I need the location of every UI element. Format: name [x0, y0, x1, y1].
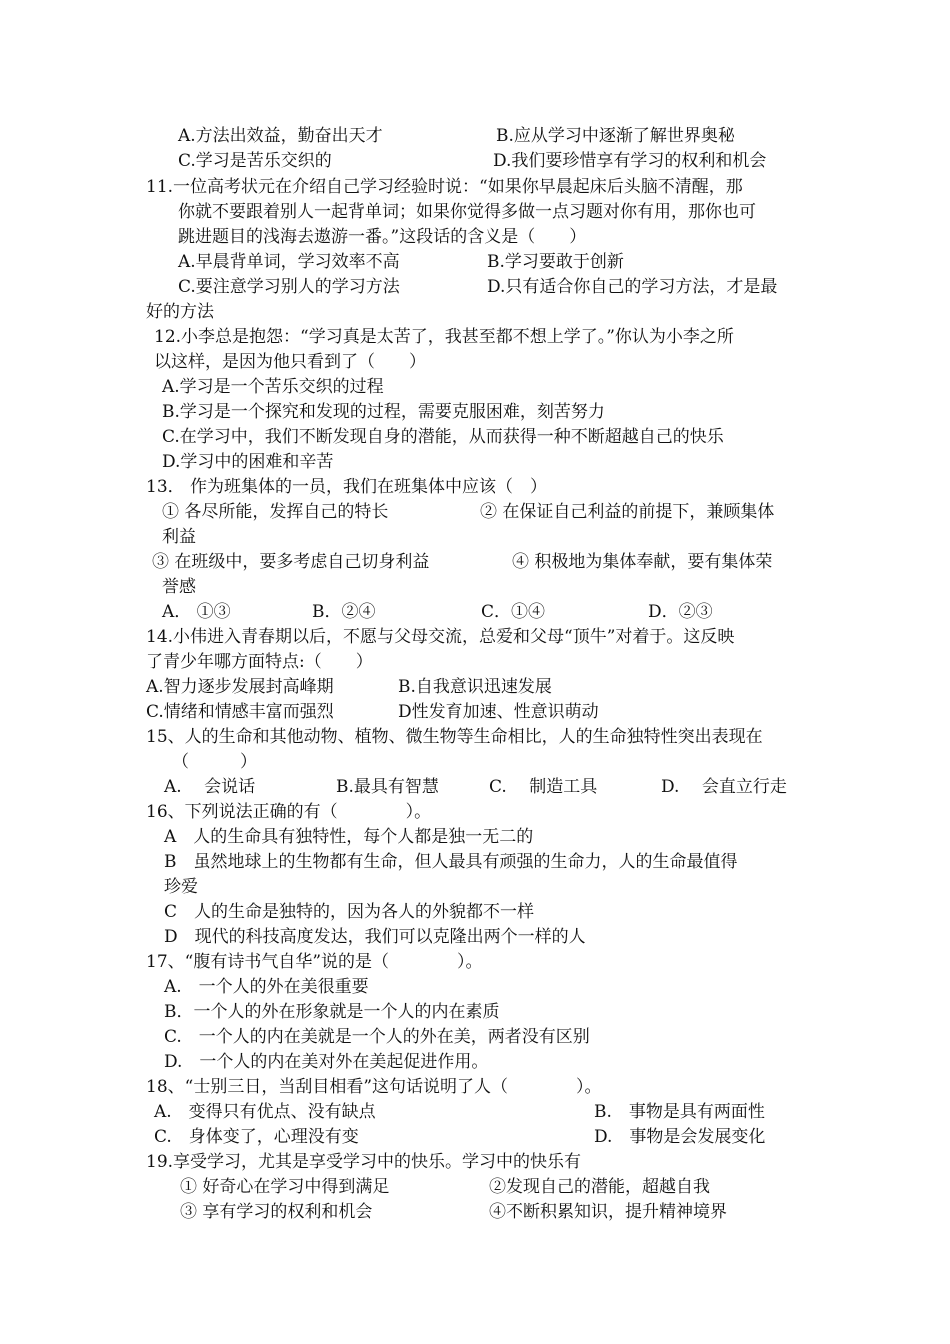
q12-option-b: B.学习是一个探究和发现的过程，需要克服困难，刻苦努力 [162, 402, 605, 422]
q19-choice-4: ④不断积累知识，提升精神境界 [489, 1202, 727, 1222]
q11-option-d-continued: 好的方法 [146, 302, 214, 322]
q16-stem: 16、下列说法正确的有（ ）。 [146, 802, 432, 822]
q13-choice-2-continued: 利益 [162, 527, 196, 547]
q16-option-c: C 人的生命是独特的，因为各人的外貌都不一样 [164, 902, 535, 922]
q16-option-a: A 人的生命具有独特性，每个人都是独一无二的 [164, 827, 534, 847]
q17-option-d: D. 一个人的内在美对外在美起促进作用。 [164, 1052, 489, 1072]
q15-option-c: C. 制造工具 [489, 777, 598, 797]
q14-option-a: A.智力逐步发展封高峰期 [146, 677, 334, 697]
q19-choice-2: ②发现自己的潜能，超越自我 [489, 1177, 710, 1197]
q14-option-c: C.情绪和情感丰富而强烈 [146, 702, 334, 722]
q11-option-b: B.学习要敢于创新 [487, 252, 624, 272]
q13-choice-1: ① 各尽所能，发挥自己的特长 [162, 502, 389, 522]
q12-stem-line2: 以这样，是因为他只看到了（ ） [154, 352, 426, 372]
q17-option-b: B．一个人的外在形象就是一个人的内在素质 [164, 1002, 500, 1022]
q12-option-a: A.学习是一个苦乐交织的过程 [162, 377, 384, 397]
q12-option-c: C.在学习中，我们不断发现自身的潜能，从而获得一种不断超越自己的快乐 [162, 427, 724, 447]
q10-option-c: C.学习是苦乐交织的 [178, 151, 332, 171]
q12-stem-line1: 12.小李总是抱怨：“学习真是太苦了，我甚至都不想上学了。”你认为小李之所 [154, 327, 734, 347]
q10-option-a: A.方法出效益，勤奋出天才 [178, 126, 383, 146]
q16-option-b: B 虽然地球上的生物都有生命，但人最具有顽强的生命力，人的生命最值得 [164, 852, 738, 872]
q12-option-d: D.学习中的困难和辛苦 [162, 452, 334, 472]
q18-option-d: D. 事物是会发展变化 [594, 1127, 766, 1147]
q18-stem: 18、“士别三日，当刮目相看”这句话说明了人（ ）。 [146, 1077, 602, 1097]
q15-stem-line1: 15、人的生命和其他动物、植物、微生物等生命相比，人的生命独特性突出表现在 [146, 727, 763, 747]
q14-stem-line2: 了青少年哪方面特点:（ ） [146, 652, 373, 672]
q18-option-c: C. 身体变了，心理没有变 [154, 1127, 359, 1147]
q13-option-c: C．①④ [481, 602, 546, 622]
q13-choice-4: ④ 积极地为集体奉献，要有集体荣 [512, 552, 773, 572]
q11-option-d: D.只有适合你自己的学习方法，才是最 [487, 277, 778, 297]
q11-option-a: A.早晨背单词，学习效率不高 [178, 252, 400, 272]
q15-option-a: A. 会说话 [164, 777, 256, 797]
q18-option-b: B. 事物是具有两面性 [594, 1102, 765, 1122]
q19-stem: 19.享受学习，尤其是享受学习中的快乐。学习中的快乐有 [146, 1152, 582, 1172]
q16-option-d: D 现代的科技高度发达，我们可以克隆出两个一样的人 [164, 927, 586, 947]
q13-choice-3: ③ 在班级中，要多考虑自己切身利益 [152, 552, 430, 572]
q10-option-d: D.我们要珍惜享有学习的权利和机会 [493, 151, 767, 171]
q14-stem-line1: 14.小伟进入青春期以后，不愿与父母交流，总爱和父母“顶牛”对着于。这反映 [146, 627, 735, 647]
q14-option-d: D性发育加速、性意识萌动 [398, 702, 599, 722]
q13-option-b: B．②④ [312, 602, 376, 622]
q11-stem-line1: 11.一位高考状元在介绍自己学习经验时说：“如果你早晨起床后头脑不清醒，那 [146, 177, 743, 197]
q17-stem: 17、“腹有诗书气自华”说的是（ ）。 [146, 952, 483, 972]
q13-option-d: D．②③ [648, 602, 713, 622]
q17-option-c: C. 一个人的内在美就是一个人的外在美，两者没有区别 [164, 1027, 590, 1047]
q13-choice-2: ② 在保证自己利益的前提下，兼顾集体 [480, 502, 775, 522]
q19-choice-1: ① 好奇心在学习中得到满足 [180, 1177, 390, 1197]
q15-option-b: B.最具有智慧 [336, 777, 439, 797]
q14-option-b: B.自我意识迅速发展 [398, 677, 552, 697]
q18-option-a: A. 变得只有优点、没有缺点 [154, 1102, 376, 1122]
q13-stem: 13． 作为班集体的一员，我们在班集体中应该（ ） [146, 477, 548, 497]
q15-stem-line2: （ ） [172, 752, 257, 772]
q11-stem-line2: 你就不要跟着别人一起背单词；如果你觉得多做一点习题对你有用，那你也可 [178, 202, 756, 222]
q16-option-b-continued: 珍爱 [164, 877, 198, 897]
q15-option-d: D. 会直立行走 [661, 777, 787, 797]
q11-option-c: C.要注意学习别人的学习方法 [178, 277, 400, 297]
q13-choice-4-continued: 誉感 [162, 577, 196, 597]
q11-stem-line3: 跳进题目的浅海去遨游一番。”这段话的含义是（ ） [178, 227, 587, 247]
q10-option-b: B.应从学习中逐渐了解世界奥秘 [496, 126, 735, 146]
q13-option-a: A． ①③ [162, 602, 231, 622]
q19-choice-3: ③ 享有学习的权利和机会 [180, 1202, 373, 1222]
q17-option-a: A. 一个人的外在美很重要 [164, 977, 369, 997]
